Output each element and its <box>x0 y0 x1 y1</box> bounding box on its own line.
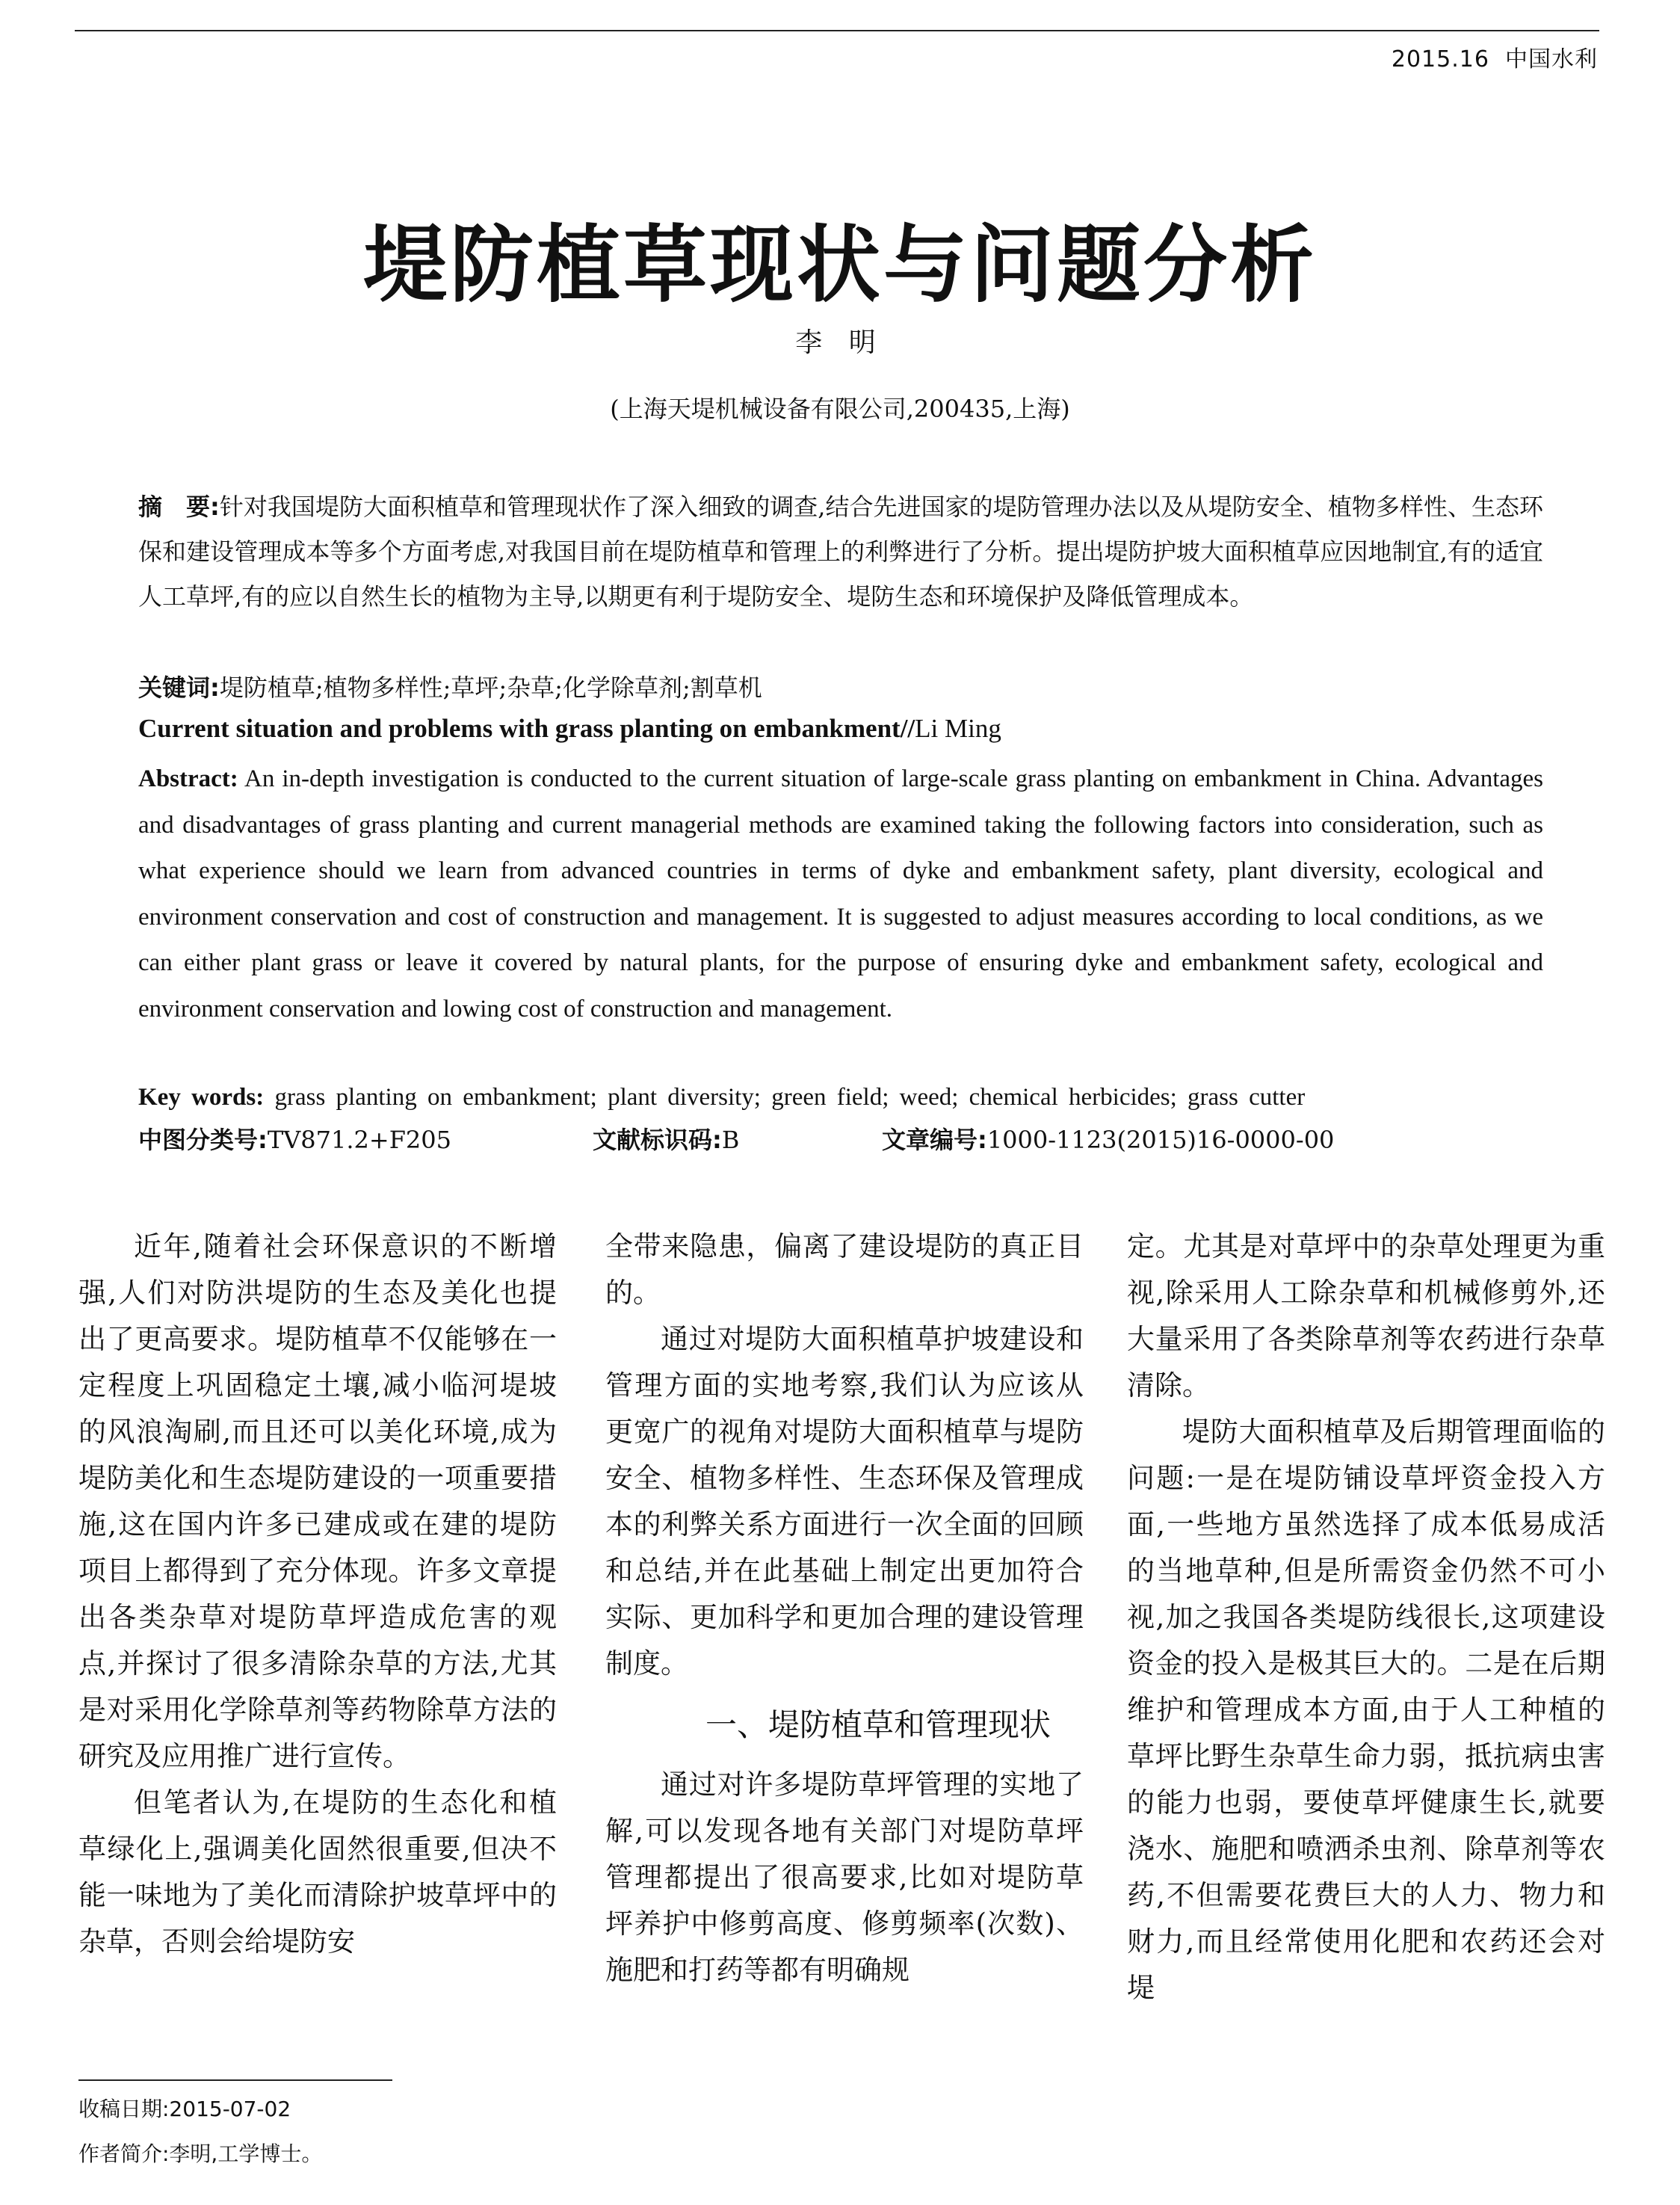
article-title: 堤防植草现状与问题分析 <box>363 217 1317 314</box>
author-name: 李 明 <box>795 327 885 358</box>
english-abstract-label: Abstract: <box>138 765 238 792</box>
body-paragraph: 通过对许多堤防草坪管理的实地了解,可以发现各地有关部门对堤防草坪管理都提出了很高要求,比如对堤防草坪养护中修剪高度、修剪频率(次数)、施肥和打药等都有明确规 <box>605 1768 1084 1986</box>
header-rule <box>75 30 1599 31</box>
body-paragraph: 但笔者认为,在堤防的生态化和植草绿化上,强调美化固然很重要,但决不能一味地为了美化而清除护坡草坪中的杂草，否则会给堤防安 <box>78 1786 557 1958</box>
article-number: 文章编号:1000-1123(2015)16-0000-00 <box>882 1126 1335 1154</box>
classification-line <box>138 1121 1543 1163</box>
chinese-abstract <box>138 484 1543 619</box>
english-title <box>138 714 1001 744</box>
keywords-label: 关键词: <box>138 673 220 702</box>
english-title-text: Current situation and problems with grass planting on embankment// <box>138 714 915 743</box>
body-paragraph: 全带来隐患，偏离了建设堤防的真正目的。 <box>605 1230 1084 1309</box>
keywords-text: 堤防植草;植物多样性;草坪;杂草;化学除草剂;割草机 <box>219 673 762 702</box>
english-abstract <box>138 756 1543 1032</box>
section-heading: 一、堤防植草和管理现状 <box>705 1706 1051 1743</box>
issue-number: 2015.16 <box>1391 46 1489 73</box>
footnote-rule <box>78 2079 392 2081</box>
journal-header <box>1392 40 1598 73</box>
body-paragraph: 近年,随着社会环保意识的不断增强,人们对防洪堤防的生态及美化也提出了更高要求。堤防植草不仅能够在一定程度上巩固稳定土壤,减小临河堤坡的风浪淘刷,而且还可以美化环境,成为堤防美化和生态堤防建设的一项重要措施,这在国内许多已建成或在建的堤防项目上都得到了充分体现。许多文章提出各类杂草对堤防草坪造成危害的观点,并探讨了很多清除杂草的方法,尤其是对采用化学除草剂等药物除草方法的研究及应用推广进行宣传。 <box>78 1230 557 1772</box>
body-column-3 <box>1127 1224 1605 2011</box>
body-column-2 <box>605 1224 1084 1993</box>
english-keywords-label: Key words: <box>138 1084 265 1111</box>
document-code: 文献标识码:B <box>593 1126 740 1154</box>
english-keywords-text: grass planting on embankment; plant diversity; green field; weed; chemical herbicides; grass cutter <box>274 1084 1306 1111</box>
journal-name: 中国水利 <box>1505 46 1598 73</box>
abstract-label: 摘 要: <box>138 493 220 521</box>
author-bio: 作者简介:李明,工学博士。 <box>78 2141 323 2166</box>
author-affiliation: (上海天堤机械设备有限公司,200435,上海) <box>610 395 1070 423</box>
clc-number: 中图分类号:TV871.2+F205 <box>138 1126 451 1154</box>
english-abstract-text: An in-depth investigation is conducted to the current situation of large-scale grass planting on embankment in China. Advantages and disadvantages of grass planting and current managerial methods are examined taking the following factors into consideration, such as what experience should we learn from advanced countries in terms of dyke and embankment safety, plant diversity, ecological and environment conservation and cost of construction and management. It is suggested to adjust measures according to local conditions, as we can either plant grass or leave it covered by natural plants, for the purpose of ensuring dyke and embankment safety, ecological and environment conservation and lowing cost of construction and management. <box>138 765 1543 1023</box>
abstract-text: 针对我国堤防大面积植草和管理现状作了深入细致的调查,结合先进国家的堤防管理办法以及从堤防安全、植物多样性、生态环保和建设管理成本等多个方面考虑,对我国目前在堤防植草和管理上的利弊进行了分析。提出堤防护坡大面积植草应因地制宜,有的适宜人工草坪,有的应以自然生长的植物为主导,以期更有利于堤防安全、堤防生态和环境保护及降低管理成本。 <box>138 493 1543 611</box>
chinese-keywords <box>138 667 762 709</box>
body-paragraph: 堤防大面积植草及后期管理面临的问题:一是在堤防铺设草坪资金投入方面,一些地方虽然选择了成本低易成活的当地草种,但是所需资金仍然不可小视,加之我国各类堤防线很长,这项建设资金的投入是极其巨大的。二是在后期维护和管理成本方面,由于人工种植的草坪比野生杂草生命力弱，抵抗病虫害的能力也弱，要使草坪健康生长,就要浇水、施肥和喷洒杀虫剂、除草剂等农药,不但需要花费巨大的人力、物力和财力,而且经常使用化肥和农药还会对堤 <box>1127 1416 1605 2004</box>
body-paragraph: 定。尤其是对草坪中的杂草处理更为重视,除采用人工除杂草和机械修剪外,还大量采用了各类除草剂等农药进行杂草清除。 <box>1127 1230 1605 1401</box>
english-keywords <box>138 1076 1543 1118</box>
body-paragraph: 通过对堤防大面积植草护坡建设和管理方面的实地考察,我们认为应该从更宽广的视角对堤防大面积植草与堤防安全、植物多样性、生态环保及管理成本的利弊关系方面进行一次全面的回顾和总结,并在此基础上制定出更加符合实际、更加科学和更加合理的建设管理制度。 <box>605 1323 1084 1680</box>
received-date: 收稿日期:2015-07-02 <box>78 2097 291 2121</box>
body-column-1 <box>78 1224 557 1965</box>
english-author: Li Ming <box>915 714 1001 743</box>
